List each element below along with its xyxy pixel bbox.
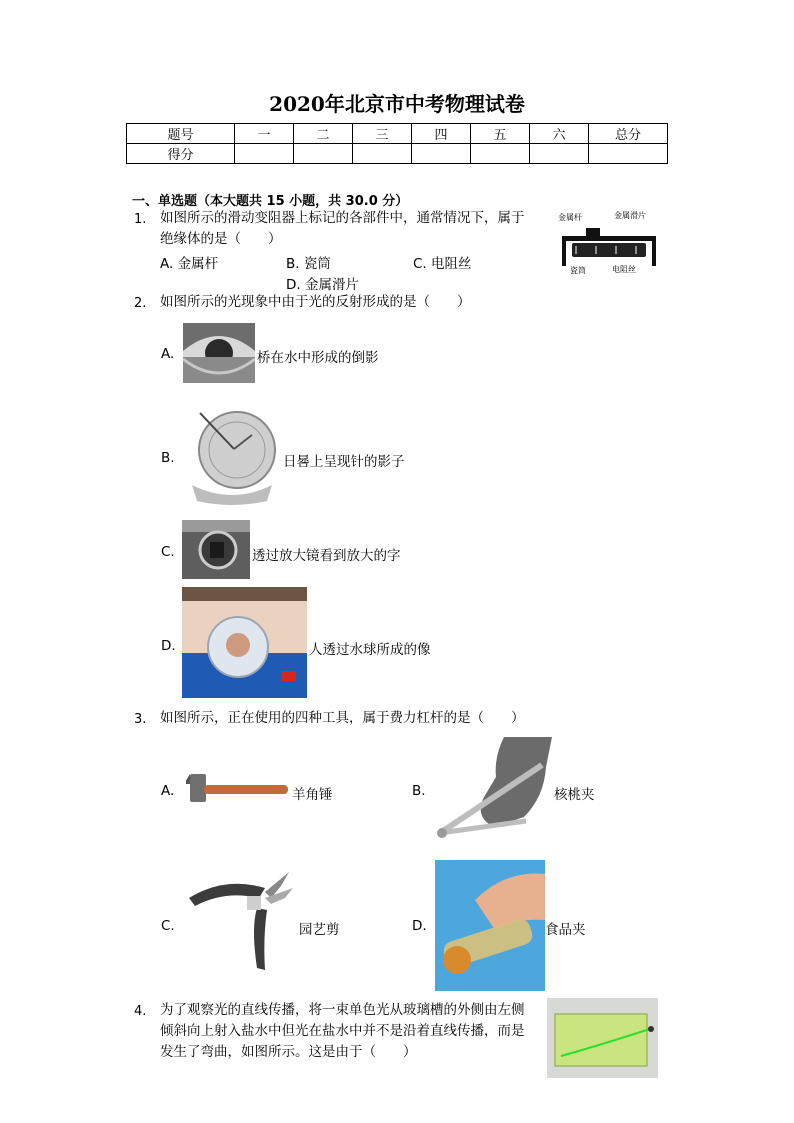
- question-text: 如图所示的滑动变阻器上标记的各部件中，通常情况下，属于: [160, 210, 525, 226]
- option-d[interactable]: D. 金属滑片: [286, 277, 359, 293]
- question-text: 发生了弯曲，如图所示。这是由于（ ）: [160, 1044, 417, 1060]
- claw-hammer-image: [186, 770, 290, 810]
- option-text: 透过放大镜看到放大的字: [252, 548, 401, 564]
- question-number: 4.: [134, 1004, 147, 1019]
- score-table-header-row: [127, 124, 668, 144]
- option-text: 羊角锤: [292, 787, 333, 803]
- score-input-cell[interactable]: [471, 144, 530, 164]
- score-table-score-row: [127, 144, 668, 164]
- score-input-cell[interactable]: [235, 144, 294, 164]
- nutcracker-image: [434, 737, 552, 841]
- question-number: 2.: [134, 296, 147, 311]
- option-letter[interactable]: D.: [161, 638, 176, 654]
- option-text: 人透过水球所成的像: [309, 642, 431, 658]
- question-text: 绝缘体的是（ ）: [160, 231, 282, 247]
- figure-label: 电阻丝: [612, 265, 636, 274]
- option-text: 食品夹: [545, 922, 586, 938]
- score-input-cell[interactable]: [353, 144, 412, 164]
- food-tongs-image: [435, 860, 545, 991]
- score-table-cell: 题号: [127, 124, 235, 144]
- option-letter[interactable]: C.: [161, 544, 175, 560]
- option-text: 日晷上呈现针的影子: [283, 454, 405, 470]
- option-letter[interactable]: C.: [161, 918, 175, 934]
- score-table-cell: 二: [294, 124, 353, 144]
- question-number: 1.: [134, 212, 147, 227]
- question-text: 倾斜向上射入盐水中但光在盐水中并不是沿着直线传播，而是: [160, 1023, 525, 1039]
- bridge-reflection-image: [183, 323, 255, 383]
- option-c[interactable]: C. 电阻丝: [413, 256, 472, 272]
- option-letter[interactable]: A.: [161, 783, 175, 799]
- section-heading: 一、单选题（本大题共 15 小题，共 30.0 分）: [132, 194, 409, 209]
- option-letter[interactable]: B.: [412, 783, 426, 799]
- score-table-cell: 总分: [589, 124, 668, 144]
- sundial-image: [182, 405, 280, 505]
- option-text: 园艺剪: [299, 922, 340, 938]
- figure-label: 金属杆: [558, 213, 582, 222]
- score-table-cell: 三: [353, 124, 412, 144]
- garden-shears-image: [185, 868, 297, 976]
- score-input-cell[interactable]: [294, 144, 353, 164]
- option-letter[interactable]: D.: [412, 918, 427, 934]
- option-text: 桥在水中形成的倒影: [257, 350, 379, 366]
- score-input-cell[interactable]: [412, 144, 471, 164]
- question-text: 如图所示的光现象中由于光的反射形成的是（ ）: [160, 294, 471, 310]
- page-title: 2020年北京市中考物理试卷: [269, 92, 525, 116]
- score-table-cell: 四: [412, 124, 471, 144]
- question-text: 为了观察光的直线传播，将一束单色光从玻璃槽的外侧由左侧: [160, 1002, 525, 1018]
- rheostat-figure: [556, 210, 662, 276]
- magnifier-image: [182, 520, 250, 579]
- water-ball-image: [182, 587, 307, 698]
- option-b[interactable]: B. 瓷筒: [286, 256, 331, 272]
- figure-label: 金属滑片: [614, 211, 646, 220]
- question-number: 3.: [134, 712, 147, 727]
- question-text: 如图所示，正在使用的四种工具，属于费力杠杆的是（ ）: [160, 710, 525, 726]
- option-letter[interactable]: B.: [161, 450, 175, 466]
- score-table-cell: 五: [471, 124, 530, 144]
- score-table-cell: 一: [235, 124, 294, 144]
- score-input-cell[interactable]: [530, 144, 589, 164]
- score-input-cell[interactable]: [589, 144, 668, 164]
- figure-label: 瓷筒: [570, 266, 586, 275]
- score-table-cell: 六: [530, 124, 589, 144]
- option-letter[interactable]: A.: [161, 346, 175, 362]
- score-table-cell: 得分: [127, 144, 235, 164]
- option-text: 核桃夹: [554, 787, 595, 803]
- light-tank-image: [547, 998, 658, 1078]
- option-a[interactable]: A. 金属杆: [160, 256, 219, 272]
- score-table: [126, 123, 668, 164]
